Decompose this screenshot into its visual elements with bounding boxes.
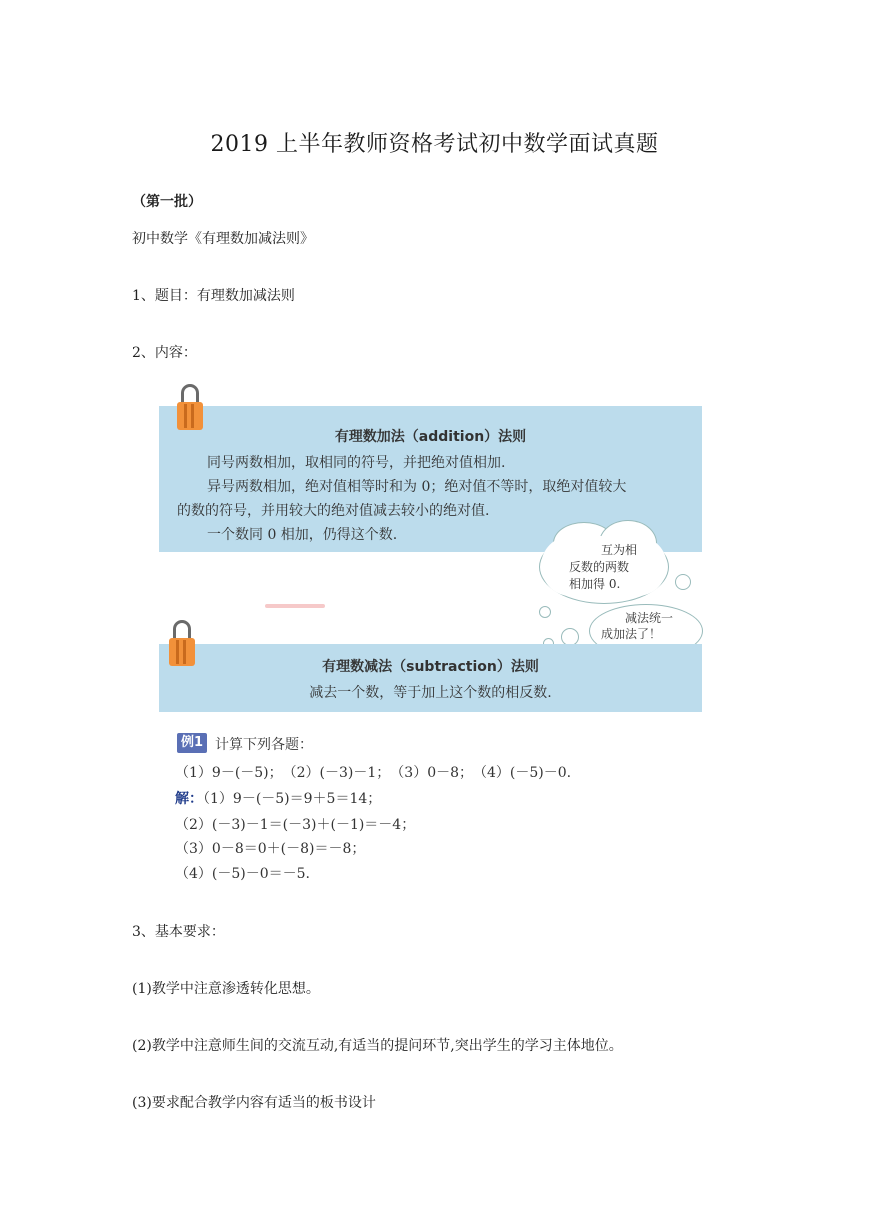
solution-line-1: 解：（1）9－(－5)＝9＋5＝14；: [175, 791, 382, 807]
requirement-item: (3)要求配合教学内容有适当的板书设计: [132, 1095, 376, 1111]
addition-rule-title: 有理数加法（addition）法则: [334, 429, 527, 445]
binder-clip-icon: [177, 384, 207, 428]
requirement-item: (2)教学中注意师生间的交流互动,有适当的提问环节,突出学生的学习主体地位。: [132, 1038, 623, 1054]
cloud-note-line: 减法统一: [625, 611, 674, 625]
subtraction-rule-box: [159, 644, 702, 712]
addition-rule-line: 同号两数相加，取相同的符号，并把绝对值相加.: [207, 455, 506, 471]
document-title: 2019 上半年教师资格考试初中数学面试真题: [210, 132, 659, 157]
requirements-heading: 3、基本要求：: [132, 924, 225, 940]
cloud-note-line: 成加法了！: [601, 627, 662, 641]
solution-line: （3）0－8＝0＋(－8)＝－8；: [175, 841, 366, 857]
example-prompt: 计算下列各题：: [215, 737, 313, 753]
subject-line: 初中数学《有理数加减法则》: [132, 231, 314, 247]
topic-item: 1、题目：有理数加减法则: [132, 288, 295, 304]
cloud-note-line: 相加得 0.: [569, 577, 621, 591]
addition-rule-line: 的数的符号，并用较大的绝对值减去较小的绝对值.: [177, 503, 490, 519]
solution-label: 解：: [175, 791, 203, 807]
requirement-item: (1)教学中注意渗透转化思想。: [132, 981, 320, 997]
solution-line: （4）(－5)－0＝－5.: [175, 866, 311, 882]
addition-rule-line: 异号两数相加，绝对值相等时和为 0；绝对值不等时，取绝对值较大: [207, 479, 627, 495]
binder-clip-icon: [169, 620, 199, 664]
subtraction-rule-line: 减去一个数，等于加上这个数的相反数.: [309, 685, 552, 701]
solution-line: （2）(－3)－1＝(－3)＋(－1)＝－4；: [175, 817, 416, 833]
example-problems: （1）9－(－5)； （2）(－3)－1； （3）0－8； （4）(－5)－0.: [175, 765, 572, 781]
cloud-note-line: 反数的两数: [569, 560, 630, 574]
subtraction-rule-title: 有理数减法（subtraction）法则: [322, 659, 539, 675]
addition-rule-line: 一个数同 0 相加，仍得这个数.: [207, 527, 398, 543]
textbook-excerpt-image: [155, 382, 705, 887]
content-item: 2、内容：: [132, 345, 197, 361]
batch-label: （第一批）: [132, 194, 202, 210]
cloud-note-line: 互为相: [601, 543, 638, 557]
example-tag: 例1: [177, 733, 207, 753]
